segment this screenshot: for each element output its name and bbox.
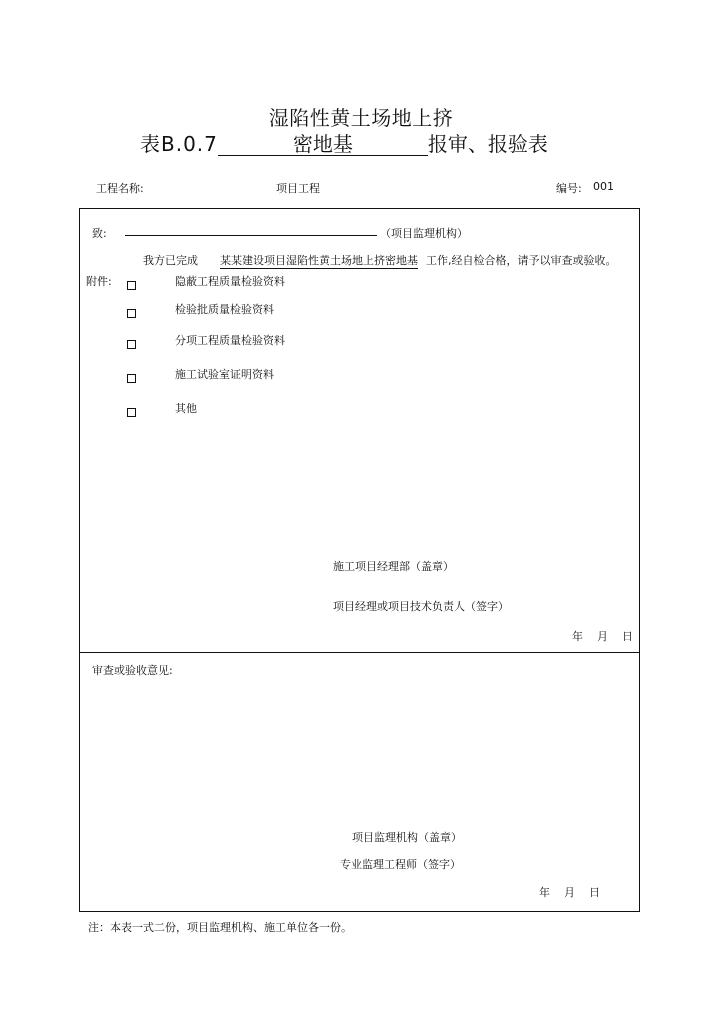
form-title-line2 [140, 128, 548, 157]
supervisor-org-label: （项目监理机构） [380, 227, 468, 240]
statement-project [220, 252, 418, 268]
checkbox-icon [127, 408, 136, 417]
engineer-sign-label: 专业监理工程师（签字） [340, 858, 461, 871]
attachment-item: 隐蔽工程质量检验资料 [175, 275, 285, 288]
supervisor-seal-label: 项目监理机构（盖章） [352, 831, 462, 844]
form-code: 表B.0.7 [140, 132, 218, 156]
checkbox-icon [127, 374, 136, 383]
number-label: 编号: [556, 182, 582, 195]
checkbox-icon [127, 340, 136, 349]
statement-project-text: 某某建设项目湿陷性黄土场地上挤密地基 [220, 254, 418, 267]
checkbox-icon [127, 281, 136, 290]
statement-prefix: 我方已完成 [143, 254, 198, 267]
submission-date: 年 月 日 [572, 630, 633, 643]
footer-note: 注：本表一式二份，项目监理机构、施工单位各一份。 [88, 921, 352, 934]
checkbox-other[interactable] [127, 402, 136, 421]
attachments-label: 附件: [86, 275, 112, 288]
checkbox-icon [127, 309, 136, 318]
number-value: 001 [593, 180, 614, 193]
checkbox-lab-certificate[interactable] [127, 368, 136, 387]
section-divider [79, 652, 640, 653]
review-opinion-label: 审查或验收意见: [92, 664, 173, 677]
form-title-underlined: 密地基 [218, 133, 428, 156]
recipient-line [125, 235, 377, 236]
attachment-item: 施工试验室证明资料 [175, 368, 274, 381]
manager-sign-label: 项目经理或项目技术负责人（签字） [333, 600, 509, 613]
to-label: 致: [92, 227, 107, 240]
form-title-line1: 湿陷性黄土场地上挤 [268, 106, 454, 130]
attachment-item: 分项工程质量检验资料 [175, 334, 285, 347]
review-date: 年 月 日 [539, 886, 600, 899]
attachment-item: 检验批质量检验资料 [175, 303, 274, 316]
project-name-label: 工程名称: [96, 182, 144, 195]
checkbox-hidden-works[interactable] [127, 275, 136, 294]
checkbox-sub-item[interactable] [127, 334, 136, 353]
form-title-suffix: 报审、报验表 [427, 132, 548, 156]
dept-seal-label: 施工项目经理部（盖章） [333, 560, 454, 573]
project-name-value: 项目工程 [276, 182, 320, 195]
statement-suffix: 工作,经自检合格，请予以审查或验收。 [426, 254, 617, 267]
attachment-item: 其他 [175, 402, 197, 415]
checkbox-inspection-batch[interactable] [127, 303, 136, 322]
